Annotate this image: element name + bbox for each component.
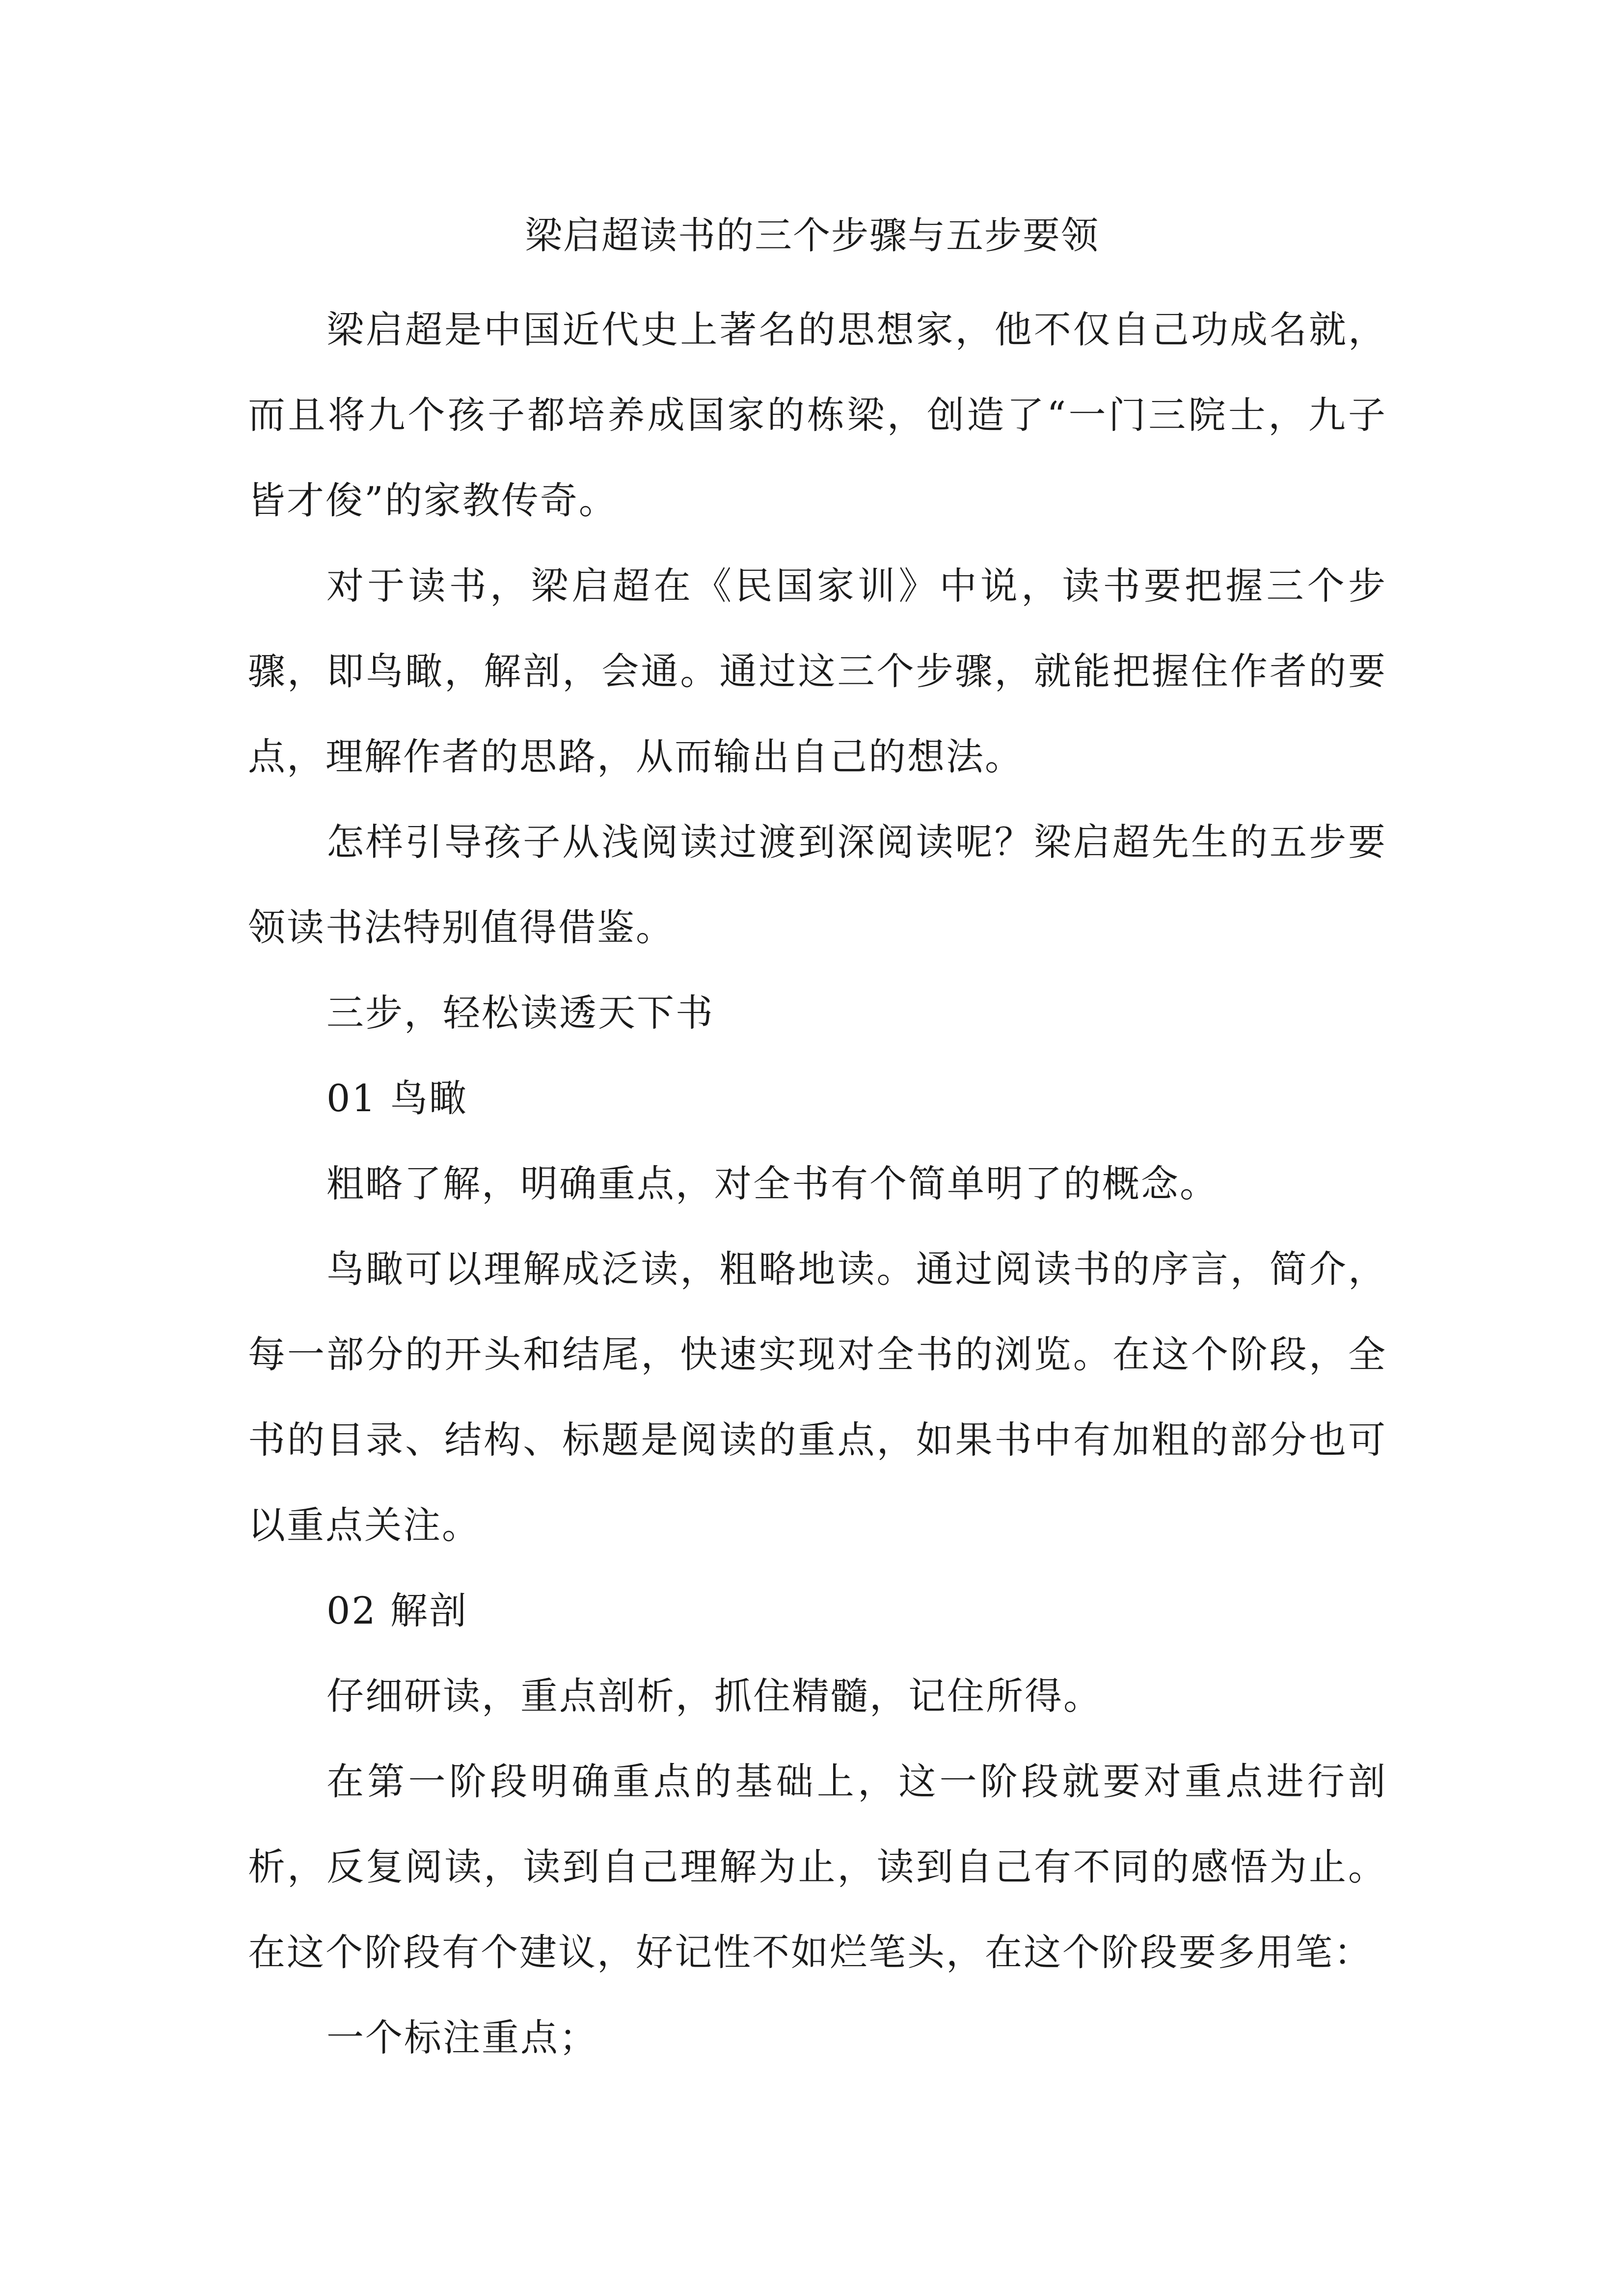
step-02-summary: 仔细研读，重点剖析，抓住精髓，记住所得。 [326, 1674, 1102, 1718]
section-heading: 三步，轻松读透天下书 [326, 991, 714, 1035]
step-heading-01: 01 鸟瞰 [326, 1076, 468, 1120]
document-body [248, 287, 1387, 2081]
step-02-detail: 在第一阶段明确重点的基础上，这一阶段就要对重点进行剖析，反复阅读，读到自己理解为止，读到自己有不同的感悟为止。在这个阶段有个建议，好记性不如烂笔头，在这个阶段要多用笔： [248, 1760, 1387, 1974]
step-01-detail: 鸟瞰可以理解成泛读，粗略地读。通过阅读书的序言，简介，每一部分的开头和结尾，快速实现对全书的浏览。在这个阶段，全书的目录、结构、标题是阅读的重点，如果书中有加粗的部分也可以重点关注。 [248, 1247, 1387, 1547]
paragraph-question: 怎样引导孩子从浅阅读过渡到深阅读呢？梁启超先生的五步要领读书法特别值得借鉴。 [248, 820, 1387, 949]
step-02-list-item: 一个标注重点； [326, 2016, 598, 2059]
paragraph-intro: 梁启超是中国近代史上著名的思想家，他不仅自己功成名就，而且将九个孩子都培养成国家的栋梁，创造了“一门三院士，九子皆才俊”的家教传奇。 [248, 308, 1387, 522]
step-heading-02: 02 解剖 [326, 1589, 468, 1632]
document-title: 梁启超读书的三个步骤与五步要领 [525, 214, 1099, 257]
paragraph-three-steps: 对于读书，梁启超在《民国家训》中说，读书要把握三个步骤，即鸟瞰，解剖，会通。通过这三个步骤，就能把握住作者的要点，理解作者的思路，从而输出自己的想法。 [248, 564, 1387, 778]
step-01-summary: 粗略了解，明确重点，对全书有个简单明了的概念。 [326, 1162, 1218, 1205]
